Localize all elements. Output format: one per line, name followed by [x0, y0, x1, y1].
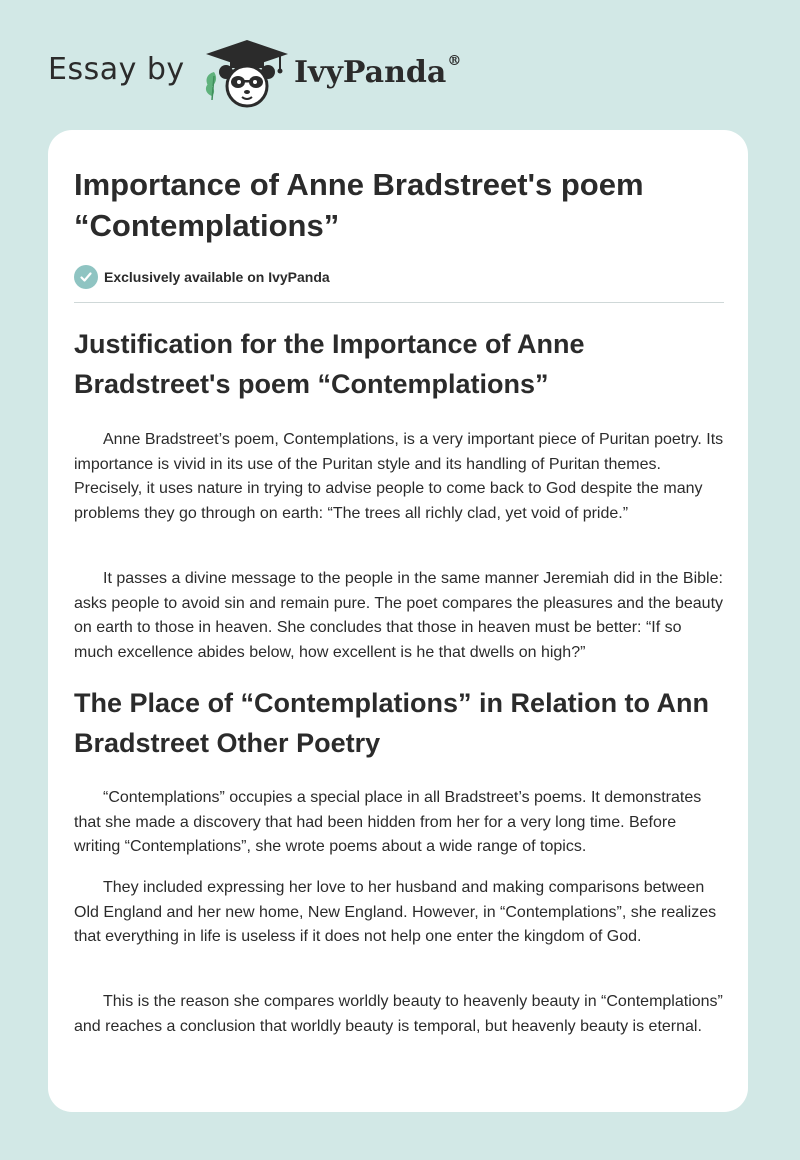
panda-graduate-logo-icon[interactable] [202, 36, 292, 108]
check-icon [74, 265, 98, 289]
divider [74, 302, 724, 303]
brand-name: IvyPanda [294, 55, 447, 90]
essay-by-label: Essay by [48, 52, 185, 87]
exclusive-badge [74, 264, 330, 290]
site-header [0, 0, 800, 120]
essay-title: Importance of Anne Bradstreet's poem “Contemplations” [74, 167, 644, 243]
paragraph: This is the reason she compares worldly beauty to heavenly beauty in “Contemplations” and reaches a conclusion that worldly beauty is temporal, but heavenly beauty is eternal. [74, 993, 723, 1035]
ivypanda-brand[interactable] [294, 55, 461, 90]
paragraph: Anne Bradstreet’s poem, Contemplations, is a very important piece of Puritan poetry. Its importance is vivid in its use of the Puritan style and its handling of Puritan themes. Precisely, it uses nature in trying to advise people to come back to God despite the many problems they go through on earth: “The trees all richly clad, yet void of pride.” [74, 431, 724, 522]
essay-card [48, 130, 748, 1112]
paragraph: They included expressing her love to her husband and making comparisons between Old England and her new home, New England. However, in “Contemplations”, she realizes that everything in life is useless if it does not help one enter the kingdom of God. [74, 879, 717, 945]
section-heading: Justification for the Importance of Anne Bradstreet's poem “Contemplations” [74, 329, 585, 399]
paragraph: “Contemplations” occupies a special place in all Bradstreet’s poems. It demonstrates that she made a discovery that had been hidden from her for a very long time. Before writing “Contemplations”, she wrote poems about a wide range of topics. [74, 789, 702, 855]
section-heading: The Place of “Contemplations” in Relation to Ann Bradstreet Other Poetry [74, 688, 710, 758]
paragraph: It passes a divine message to the people in the same manner Jeremiah did in the Bible: asks people to avoid sin and remain pure. The poet compares the pleasures and the beauty on earth to those in heaven. She concludes that those in heaven must be better: “If so much excellence abides below, how excellent is he that dwells on high?” [74, 570, 724, 661]
exclusive-text: Exclusively available on IvyPanda [104, 269, 330, 285]
registered-mark: ® [447, 53, 462, 69]
